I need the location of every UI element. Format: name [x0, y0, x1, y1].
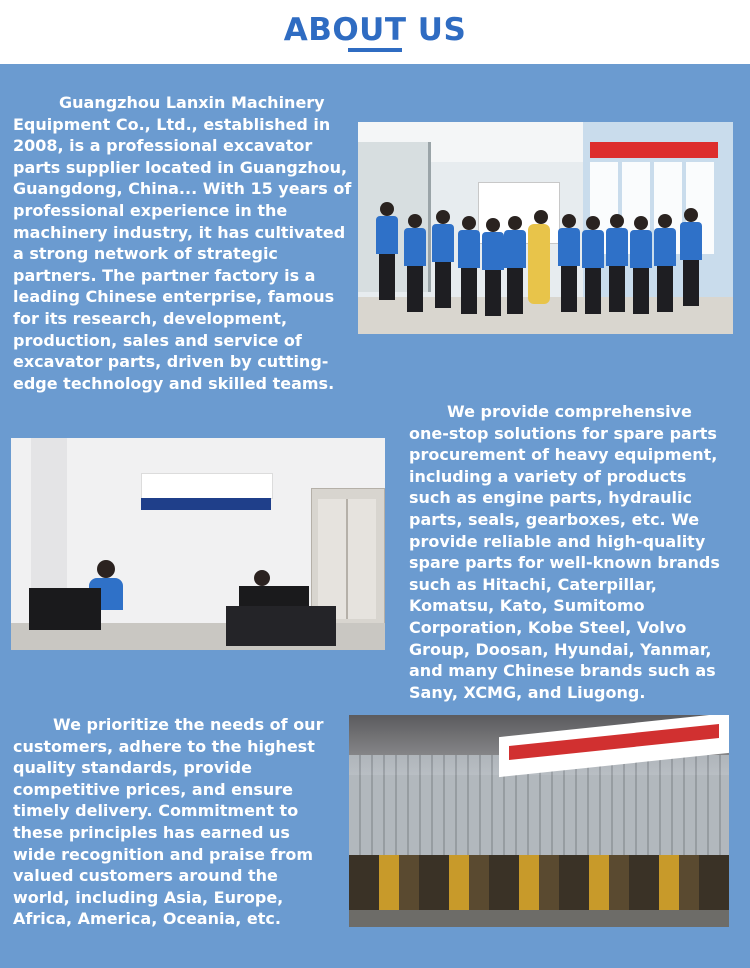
- office-photo: [11, 438, 385, 650]
- commitment-paragraph: [13, 714, 333, 930]
- services-paragraph: [409, 401, 731, 703]
- header: [0, 0, 750, 64]
- intro-text: Guangzhou Lanxin Machinery Equipment Co., Ltd., established in 2008, is a professional excavator parts supplier located in Guangzhou, Guangdong, China... With 15 years of professional experience in the machinery industry, it has cultivated a strong network of strategic partners. The partner factory is a leading Chinese enterprise, famous for its research, development, production, sales and service of excavator parts, driven by cutting-edge technology and skilled teams.: [13, 93, 352, 393]
- team-photo: [358, 122, 733, 334]
- warehouse-photo: [349, 715, 729, 927]
- title-underline: [348, 48, 402, 52]
- page-title: ABOUT US: [283, 12, 467, 48]
- intro-paragraph: [13, 92, 353, 394]
- commitment-text: We prioritize the needs of our customers, adhere to the highest quality standards, provide competitive prices, and ensure timely delivery. Commitment to these principles has earned us wide recognition and praise from valued customers around the world, including Asia, Europe, Africa, America, Oceania, etc.: [13, 715, 324, 929]
- services-text: We provide comprehensive one-stop solutions for spare parts procurement of heavy equipment, including a variety of products such as engine parts, hydraulic parts, seals, gearboxes, etc. We provide reliable and high-quality spare parts for well-known brands such as Hitachi, Caterpillar, Komatsu, Kato, Sumitomo Corporation, Kobe Steel, Volvo Group, Doosan, Hyundai, Yanmar, and many Chinese brands such as Sany, XCMG, and Liugong.: [409, 402, 720, 702]
